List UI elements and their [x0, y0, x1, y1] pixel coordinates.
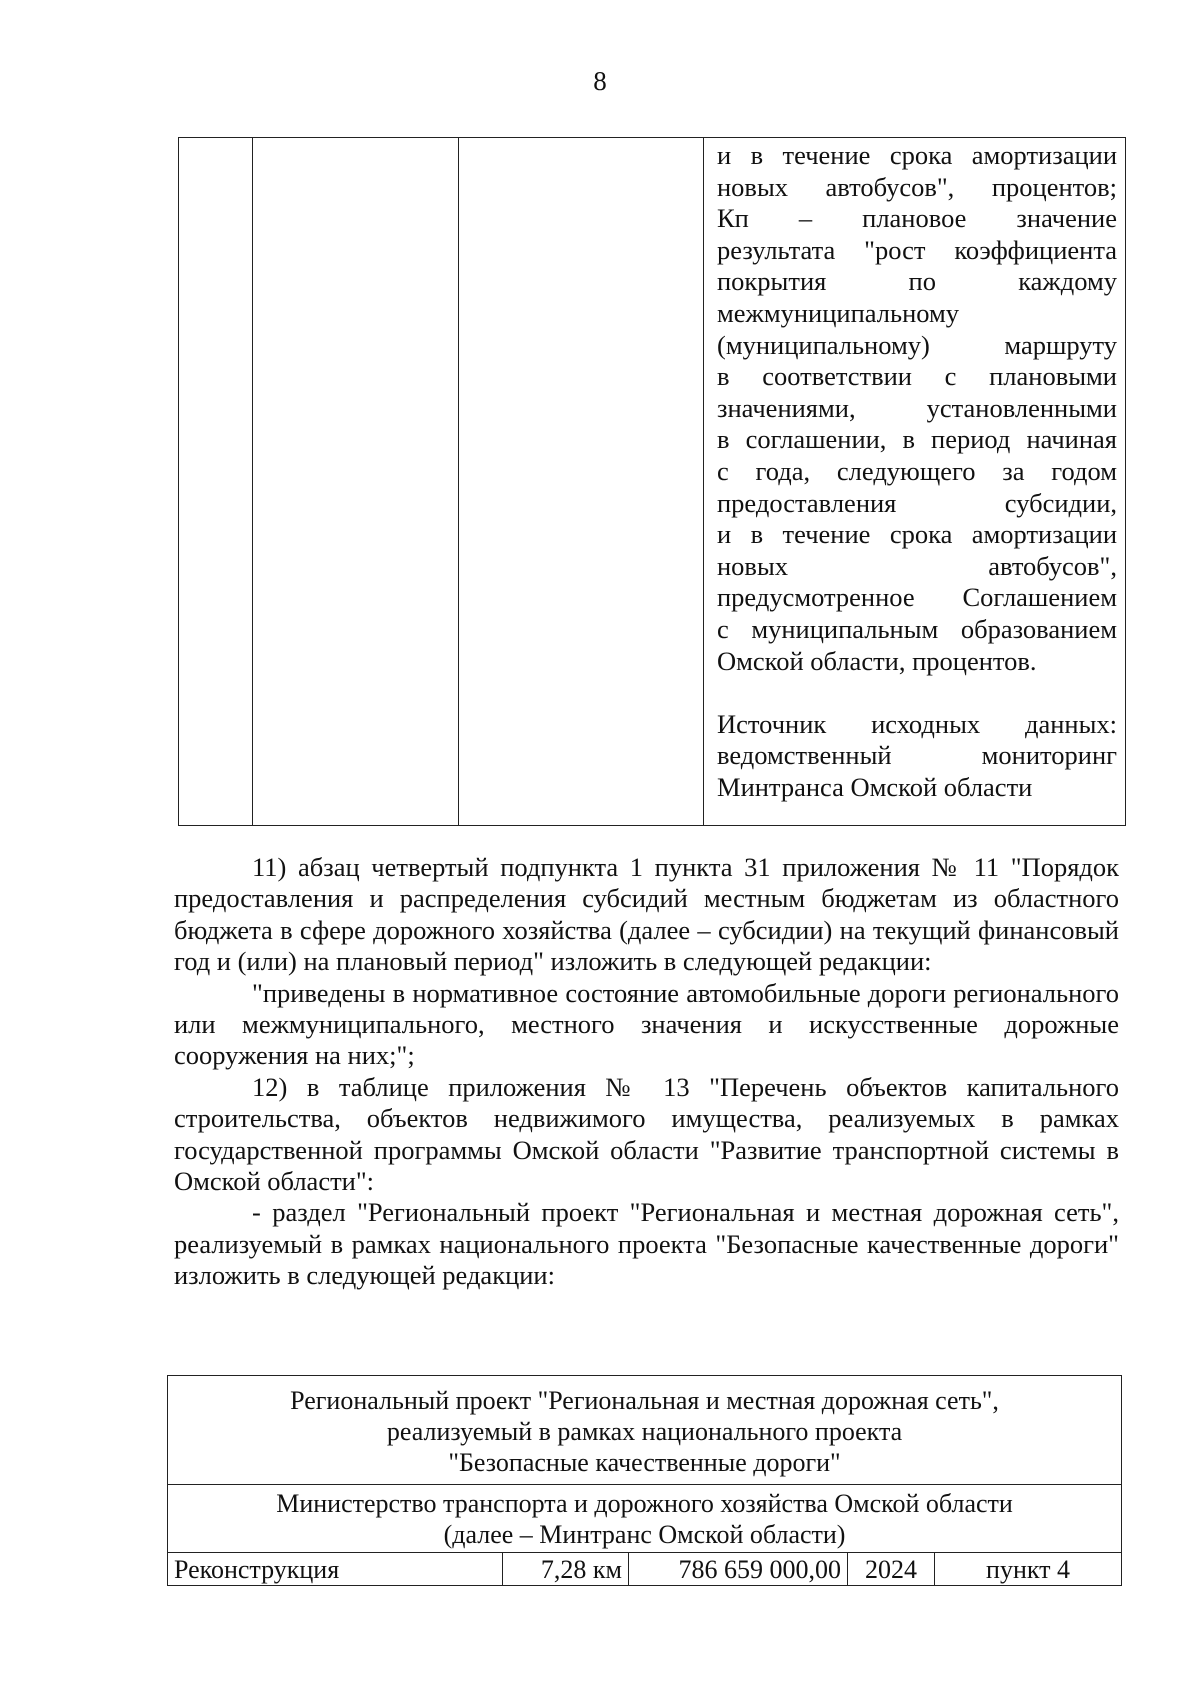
continuation-table	[178, 137, 1126, 826]
title-line: Региональный проект "Региональная и местная дорожная сеть",	[290, 1385, 999, 1415]
title-line: реализуемый в рамках национального проекта	[386, 1416, 903, 1446]
table-cell-description	[704, 138, 1126, 826]
text-line: в соответствии с плановыми	[717, 361, 1117, 392]
ministry-header	[168, 1485, 1122, 1553]
object-length: 7,28 км	[540, 1554, 622, 1584]
text-line: и в течение срока амортизации	[717, 140, 1117, 170]
year-cell	[848, 1553, 935, 1586]
ministry-line: Министерство транспорта и дорожного хозяйства Омской области	[276, 1488, 1013, 1518]
table-cell-number	[179, 138, 253, 826]
object-location: пункт 4	[986, 1554, 1071, 1584]
text-line: результата "рост коэффициента	[717, 234, 1117, 265]
table-cell-name	[253, 138, 459, 826]
text-line: межмуниципальному	[717, 297, 960, 328]
table-row	[168, 1553, 1122, 1586]
amount-cell	[629, 1553, 848, 1586]
regional-project-title	[168, 1376, 1122, 1485]
title-line: "Безопасные качественные дороги"	[448, 1447, 841, 1477]
location-cell	[935, 1553, 1122, 1586]
projects-table	[167, 1375, 1122, 1586]
source-line: Источник исходных данных:	[717, 708, 1117, 739]
dash-item: - раздел "Региональный проект "Региональная и местная дорожная сеть", реализуемый в рамках национального проекта "Безопасные качественные дороги" изложить в следующей редакции:	[174, 1197, 1119, 1291]
text-line: новых автобусов", процентов;	[717, 171, 1117, 202]
ministry-line: (далее – Минтранс Омской области)	[443, 1519, 846, 1549]
paragraph-12: 12) в таблице приложения № 13 "Перечень объектов капитального строительства, объектов недвижимого имущества, реализуемых в рамках государственной программы Омской области "Развитие транспортной системы в Омской области":	[174, 1071, 1119, 1197]
text-line: значениями, установленными	[717, 392, 1117, 423]
object-year: 2024	[865, 1554, 917, 1584]
text-line: с муниципальным образованием	[717, 613, 1117, 644]
text-line: новых автобусов",	[717, 550, 1117, 581]
text-line: покрытия по каждому	[717, 266, 1117, 297]
source-line: ведомственный мониторинг	[717, 740, 1117, 771]
document-body	[174, 852, 1119, 1292]
paragraph-11: 11) абзац четвертый подпункта 1 пункта 31 приложения № 11 "Порядок предоставления и распределения субсидий местным бюджетам из областного бюджета в сфере дорожного хозяйства (далее – субсидии) на текущий финансовый год и (или) на плановый период" изложить в следующей редакции:	[174, 852, 1119, 977]
text-line: Омской области, процентов.	[717, 645, 1037, 676]
object-name: Реконструкция	[174, 1554, 340, 1584]
length-cell	[503, 1553, 629, 1586]
text-line: Кп – плановое значение	[717, 203, 1117, 234]
text-line: с года, следующего за годом	[717, 455, 1117, 486]
text-line: предоставления субсидии,	[717, 487, 1117, 518]
page-number: 8	[593, 66, 607, 96]
object-name-cell	[168, 1553, 503, 1586]
text-line: в соглашении, в период начиная	[717, 424, 1117, 455]
text-line: предусмотренное Соглашением	[717, 582, 1117, 613]
formula-description	[704, 138, 1125, 803]
quoted-amendment: "приведены в нормативное состояние автомобильные дороги регионального или межмуниципального, местного значения и искусственные дорожные сооружения на них;";	[174, 977, 1119, 1071]
table-cell-value	[459, 138, 704, 826]
source-line: Минтранса Омской области	[717, 771, 1033, 802]
text-line: и в течение срока амортизации	[717, 519, 1117, 550]
text-line: (муниципальному) маршруту	[717, 329, 1117, 360]
object-amount: 786 659 000,00	[678, 1554, 841, 1584]
